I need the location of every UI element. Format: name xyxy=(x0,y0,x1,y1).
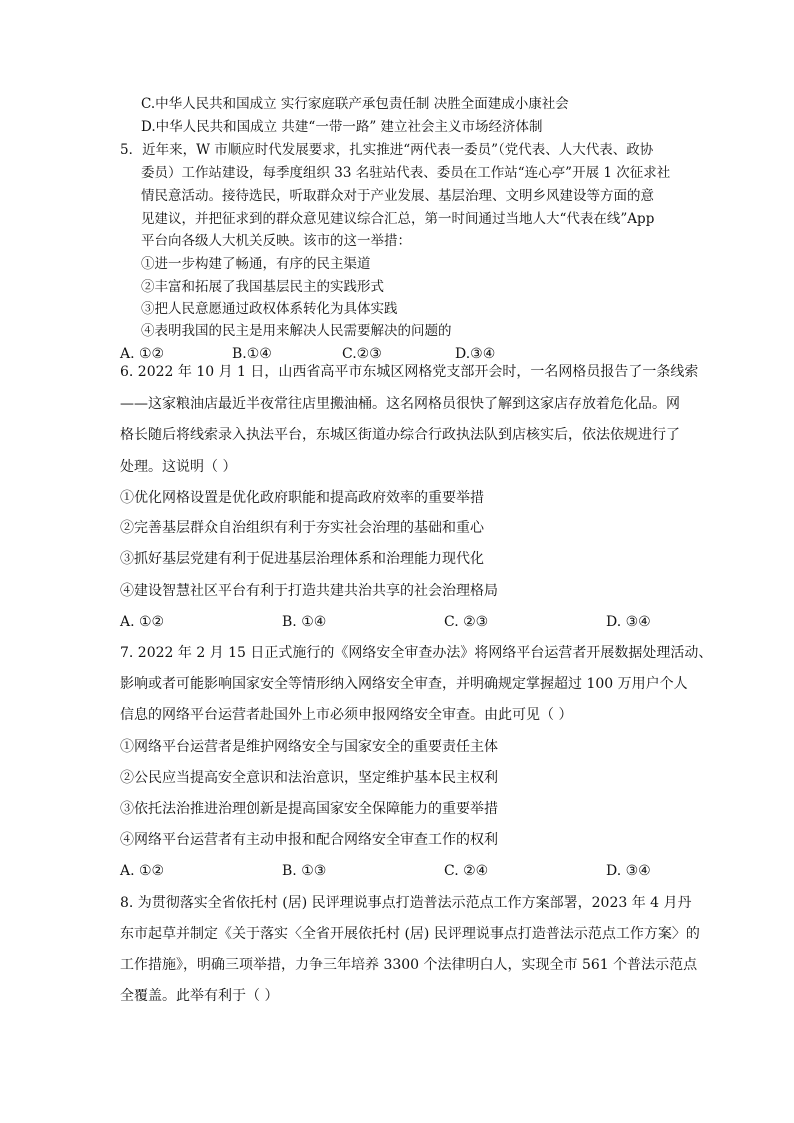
q5-option-d[interactable]: D.③④ xyxy=(455,346,496,362)
q8-stem-line: 东市起草并制定《关于落实〈全省开展依托村 (居) 民评理说事点打造普法示范点工作方案〉的 xyxy=(120,926,700,942)
q6-option-c[interactable]: C. ②③ xyxy=(444,614,489,630)
q5-option-b[interactable]: B.①④ xyxy=(232,346,272,362)
q7-item: ③依托法治推进治理创新是提高国家安全保障能力的重要举措 xyxy=(120,801,498,817)
q6-item: ①优化网格设置是优化政府职能和提高政府效率的重要举措 xyxy=(120,490,484,506)
q5-item: ①进一步构建了畅通，有序的民主渠道 xyxy=(141,256,371,272)
prev-option-d: D.中华人民共和国成立 共建“一带一路” 建立社会主义市场经济体制 xyxy=(141,119,543,135)
q8-stem-line: 全覆盖。此举有利于（ ） xyxy=(120,988,279,1004)
q5-stem-line: 情民意活动。接待选民，听取群众对于产业发展、基层治理、文明乡风建设等方面的意 xyxy=(141,188,654,204)
q5-item: ④表明我国的民主是用来解决人民需要解决的问题的 xyxy=(141,323,452,339)
q5-item: ②丰富和拓展了我国基层民主的实践形式 xyxy=(141,279,384,295)
q7-item: ①网络平台运营者是维护网络安全与国家安全的重要责任主体 xyxy=(120,739,498,755)
q6-option-d[interactable]: D. ③④ xyxy=(606,614,651,630)
q6-item: ④建设智慧社区平台有利于打造共建共治共享的社会治理格局 xyxy=(120,583,498,599)
q5-stem-line: 见建议，并把征求到的群众意见建议综合汇总，第一时间通过当地人大“代表在线”App xyxy=(141,211,655,227)
q7-option-c[interactable]: C. ②④ xyxy=(444,863,489,879)
q7-option-a[interactable]: A. ①② xyxy=(120,863,165,879)
q8-stem-line: 工作措施》，明确三项举措，力争三年培养 3300 个法律明白人，实现全市 561 个普法示范点 xyxy=(120,957,698,973)
q6-option-a[interactable]: A. ①② xyxy=(120,614,165,630)
q5-item: ③把人民意愿通过政权体系转化为具体实践 xyxy=(141,301,398,317)
q7-stem-line: 信息的网络平台运营者赴国外上市必须申报网络安全审查。由此可见（ ） xyxy=(120,707,573,723)
q6-stem-line: 处理。这说明（ ） xyxy=(120,459,237,475)
q6-stem-line: 格长随后将线索录入执法平台，东城区街道办综合行政执法队到店核实后，依法依规进行了 xyxy=(120,427,680,443)
q5-stem-line: 5．近年来，W 市顺应时代发展要求，扎实推进“两代表一委员”（党代表、人大代表、政协 xyxy=(120,142,654,158)
q7-item: ④网络平台运营者有主动申报和配合网络安全审查工作的权利 xyxy=(120,832,498,848)
q6-option-b[interactable]: B. ①④ xyxy=(282,614,327,630)
q6-item: ③抓好基层党建有利于促进基层治理体系和治理能力现代化 xyxy=(120,551,484,567)
q6-stem-line: ——这家粮油店最近半夜常往店里搬油桶。这名网格员很快了解到这家店存放着危化品。网 xyxy=(120,396,680,412)
q6-stem-line: 6. 2022 年 10 月 1 日，山西省高平市东城区网格党支部开会时，一名网格员报告了一条线索 xyxy=(120,364,699,380)
q7-stem-line: 影响或者可能影响国家安全等情形纳入网络安全审查，并明确规定掌握超过 100 万用户个人 xyxy=(120,676,688,692)
q7-item: ②公民应当提高安全意识和法治意识，坚定维护基本民主权利 xyxy=(120,770,498,786)
q7-stem-line: 7. 2022 年 2 月 15 日正式施行的《网络安全审查办法》将网络平台运营者开展数据处理活动、 xyxy=(120,645,713,661)
q8-stem-line: 8. 为贯彻落实全省依托村 (居) 民评理说事点打造普法示范点工作方案部署，2023 年 4 月丹 xyxy=(120,895,692,911)
q5-stem-line: 平台向各级人大机关反映。该市的这一举措： xyxy=(141,233,411,249)
q5-stem-line: 委员）工作站建设，每季度组织 33 名驻站代表、委员在工作站“连心亭”开展 1 次征求社 xyxy=(141,165,671,181)
q5-option-a[interactable]: A. ①② xyxy=(120,346,165,362)
q5-option-c[interactable]: C.②③ xyxy=(342,346,382,362)
q7-option-b[interactable]: B. ①③ xyxy=(282,863,327,879)
q7-option-d[interactable]: D. ③④ xyxy=(606,863,651,879)
q6-item: ②完善基层群众自治组织有利于夯实社会治理的基础和重心 xyxy=(120,520,484,536)
prev-option-c: C.中华人民共和国成立 实行家庭联产承包责任制 决胜全面建成小康社会 xyxy=(141,96,569,112)
